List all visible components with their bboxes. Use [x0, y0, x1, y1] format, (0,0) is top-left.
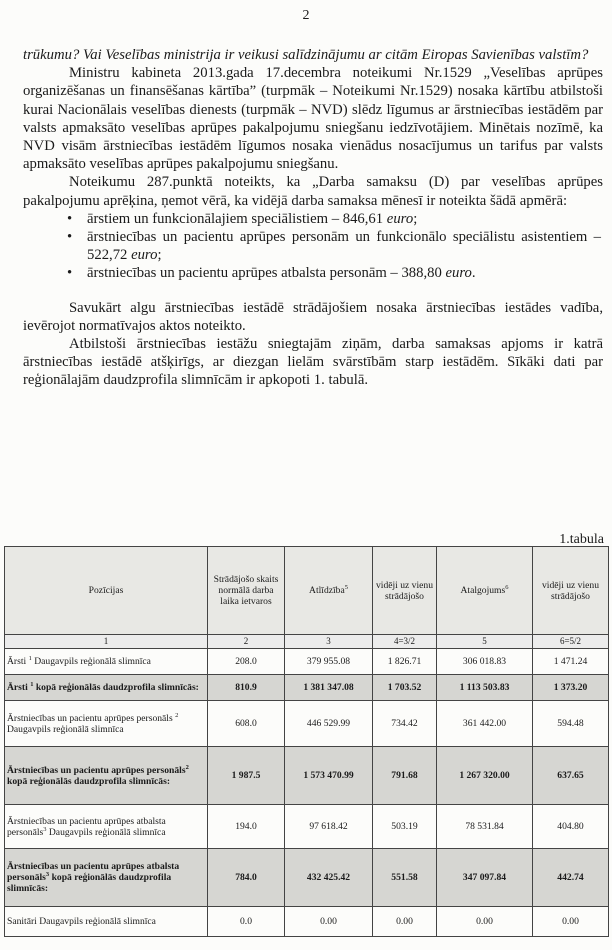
cell-avg1: 551.58 [373, 849, 437, 907]
row-position-name: Ārsti $^1$ Daugavpils reģionālā slimnīca [5, 649, 208, 675]
cell-remuneration: 379 955.08 [285, 649, 373, 675]
cell-employees: 208.0 [208, 649, 285, 675]
cell-employees: 194.0 [208, 805, 285, 849]
cell-avg2: 637.65 [533, 747, 609, 805]
paragraph-data-intro: Atbilstoši ārstniecības iestāžu sniegtajām ziņām, darba samaksas apjoms ir katrā ārstniecības iestādē atšķirīgs, ar diezgan lielām svārstībām starp iestādēm. Sīkāki dati par reģionālajām daudzprofila slimnīcām ir apkopoti 1. tabulā. [23, 336, 603, 389]
paragraph-point-287: Noteikumu 287.punktā noteikts, ka „Darba samaksu (D) par veselības aprūpes pakalpojumu aprēķina, ņemot vērā, ka vidējā darba samaksa mēnesī ir noteikta šādā apmērā: [23, 174, 603, 209]
cell-remuneration: 1 573 470.99 [285, 747, 373, 805]
paragraph-regulation: Ministru kabineta 2013.gada 17.decembra noteikumi Nr.1529 „Veselības aprūpes organizēšanas un finansēšanas kārtība” (turpmāk – Noteikumi Nr.1529) nosaka kārtību atbilstoši kurai Nacionālais veselības dienests (turpmāk – NVD) slēdz līgumus ar ārstniecības iestādēm par valsts apmaksāto veselības aprūpes pakalpojumu sniegšanu iedzīvotājiem. Minētais nozīmē, ka NVD visām ārstniecības iestādēm līgumos nosaka vienādus nosacījumus un tarifus par valsts apmaksāto veselības aprūpes pakalpojumu sniegšanu. [23, 65, 603, 173]
header-remuneration: Atlīdzība$^5$ [285, 547, 373, 635]
table-row-total [5, 849, 609, 907]
cell-avg1: 1 703.52 [373, 675, 437, 701]
cell-avg1: 503.19 [373, 805, 437, 849]
row-position-name: Ārsti $^1$ kopā reģionālās daudzprofila slimnīcās: [5, 675, 208, 701]
cell-salary: 361 442.00 [437, 701, 533, 747]
table-row [5, 701, 609, 747]
cell-salary: 78 531.84 [437, 805, 533, 849]
header-employees: Strādājošo skaits normālā darba laika ietvaros [208, 547, 285, 635]
column-number-row: 1 2 3 4=3/2 5 6=5/2 [5, 635, 609, 649]
salary-table [4, 546, 609, 937]
row-position-name: Ārstniecības un pacientu aprūpes atbalsta personāls$^3$ kopā reģionālās daudzprofila slimnīcās: [5, 849, 208, 907]
table-row [5, 805, 609, 849]
cell-salary: 1 267 320.00 [437, 747, 533, 805]
bullet-icon: • [67, 210, 73, 227]
cell-avg2: 442.74 [533, 849, 609, 907]
cell-salary: 347 097.84 [437, 849, 533, 907]
cell-avg1: 1 826.71 [373, 649, 437, 675]
cell-salary: 1 113 503.83 [437, 675, 533, 701]
cell-salary: 0.00 [437, 907, 533, 937]
header-average-remuneration: vidēji uz vienu strādājošo [373, 547, 437, 635]
table-row-total [5, 675, 609, 701]
table-body [5, 649, 609, 937]
header-positions: Pozīcijas [5, 547, 208, 635]
cell-avg1: 791.68 [373, 747, 437, 805]
table-row-total [5, 747, 609, 805]
cell-employees: 1 987.5 [208, 747, 285, 805]
cell-avg2: 1 471.24 [533, 649, 609, 675]
header-average-salary: vidēji uz vienu strādājošo [533, 547, 609, 635]
cell-avg2: 0.00 [533, 907, 609, 937]
cell-salary: 306 018.83 [437, 649, 533, 675]
bullet-support-staff: • ārstniecības un pacientu aprūpes atbalsta personām – 388,80 euro. [67, 265, 476, 282]
cell-remuneration: 1 381 347.08 [285, 675, 373, 701]
cell-avg1: 0.00 [373, 907, 437, 937]
bullet-icon: • [67, 265, 73, 282]
table-caption: 1.tabula [559, 532, 604, 547]
table-row [5, 907, 609, 937]
salary-bullet-list [23, 210, 603, 283]
row-position-name: Ārstniecības un pacientu aprūpes personāls $^2$ Daugavpils reģionālā slimnīca [5, 701, 208, 747]
bullet-icon: • [67, 229, 73, 246]
cell-employees: 0.0 [208, 907, 285, 937]
bullet-doctors: • ārstiem un funkcionālajiem speciālistiem – 846,61 euro; [67, 210, 418, 227]
cell-remuneration: 432 425.42 [285, 849, 373, 907]
table-header-row [5, 547, 609, 635]
page-number: 2 [302, 8, 310, 23]
cell-avg2: 594.48 [533, 701, 609, 747]
cell-avg1: 734.42 [373, 701, 437, 747]
bullet-care-staff: • ārstniecības un pacientu aprūpes personām un funkcionālo speciālistu asistentiem – 522,72 euro; [67, 229, 601, 264]
paragraph-question: trūkumu? Vai Veselības ministrija ir veikusi salīdzinājumu ar citām Eiropas Savienības valstīm? [23, 47, 589, 63]
document-body [23, 46, 603, 390]
row-position-name: Ārstniecības un pacientu aprūpes personāls$^2$ kopā reģionālās daudzprofila slimnīcās: [5, 747, 208, 805]
cell-remuneration: 97 618.42 [285, 805, 373, 849]
row-position-name: Sanitāri Daugavpils reģionālā slimnīca [5, 907, 208, 937]
cell-remuneration: 446 529.99 [285, 701, 373, 747]
paragraph-salary-setting: Savukārt algu ārstniecības iestādē strādājošiem nosaka ārstniecības iestādes vadība, ievērojot normatīvajos aktos noteikto. [23, 299, 603, 334]
table-row [5, 649, 609, 675]
header-salary: Atalgojums$^6$ [437, 547, 533, 635]
cell-remuneration: 0.00 [285, 907, 373, 937]
cell-employees: 784.0 [208, 849, 285, 907]
row-position-name: Ārstniecības un pacientu aprūpes atbalsta personāls$^3$ Daugavpils reģionālā slimnīca [5, 805, 208, 849]
cell-avg2: 404.80 [533, 805, 609, 849]
cell-employees: 608.0 [208, 701, 285, 747]
cell-avg2: 1 373.20 [533, 675, 609, 701]
cell-employees: 810.9 [208, 675, 285, 701]
